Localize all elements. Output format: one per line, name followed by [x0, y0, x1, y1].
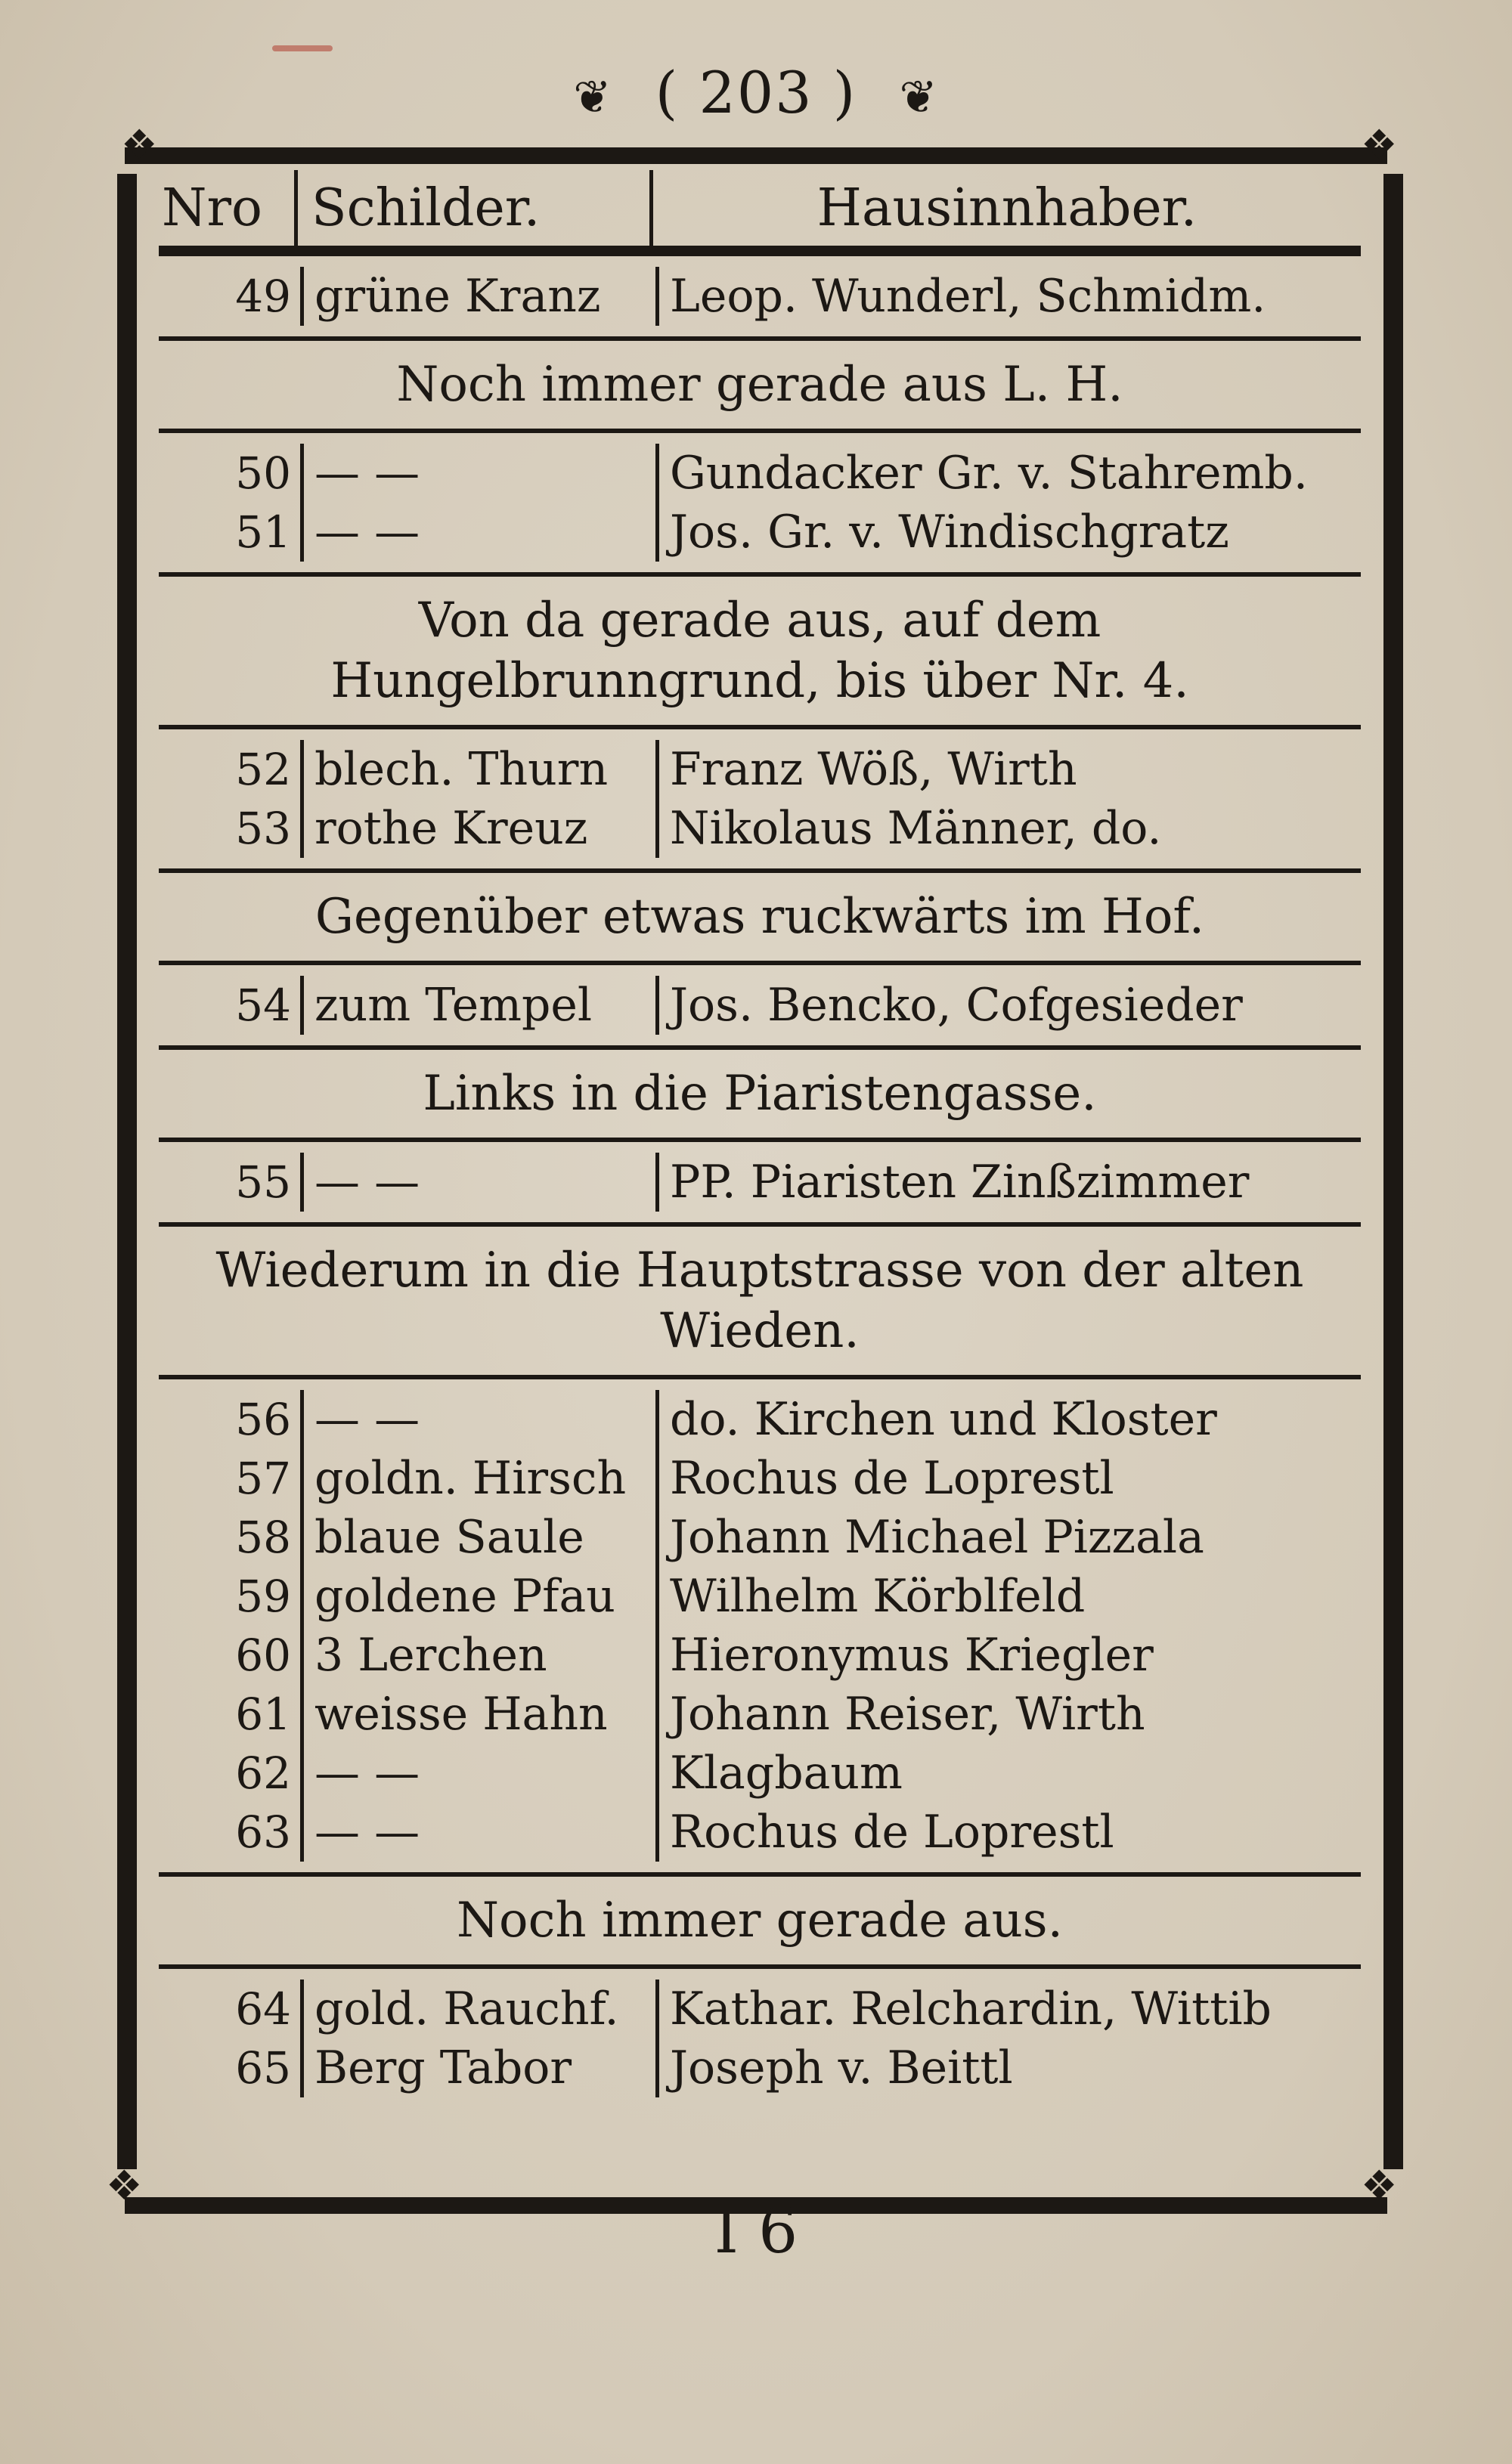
row-group: [159, 1969, 1361, 2108]
table-row: [159, 444, 1361, 503]
owner-name: Joseph v. Beittl: [655, 2038, 1361, 2097]
sign-name: blech. Thurn: [300, 740, 655, 799]
owner-name: Gundacker Gr. v. Stahremb.: [655, 444, 1361, 503]
table-row: [159, 740, 1361, 799]
register-table: [159, 170, 1361, 2108]
signature-mark: I 6: [714, 2196, 798, 2267]
owner-name: Kathar. Relchardin, Wittib: [655, 1980, 1361, 2038]
right-ornament-icon: ❦: [899, 71, 939, 124]
left-ornament-icon: ❦: [573, 71, 613, 124]
table-row: [159, 976, 1361, 1035]
table-row: [159, 1803, 1361, 1862]
sign-name: Berg Tabor: [300, 2038, 655, 2097]
header-rule: [159, 246, 1361, 256]
table-row: [159, 1508, 1361, 1567]
house-number: 62: [235, 1747, 291, 1799]
owner-name: Jos. Gr. v. Windischgratz: [655, 503, 1361, 562]
right-frame-bar: [1383, 174, 1403, 2169]
house-number: 49: [235, 271, 291, 322]
table-row: [159, 1744, 1361, 1803]
direction-note: Von da gerade aus, auf dem Hungelbrunngrund, bis über Nr. 4.: [330, 593, 1189, 709]
direction-note: Links in die Piaristengasse.: [423, 1066, 1097, 1122]
row-group: [159, 1379, 1361, 1872]
owner-name: Klagbaum: [655, 1744, 1361, 1803]
house-number: 60: [235, 1630, 291, 1681]
row-group: [159, 1142, 1361, 1222]
sign-name: 3 Lerchen: [300, 1626, 655, 1685]
owner-name: Wilhelm Körblfeld: [655, 1567, 1361, 1626]
sign-name: grüne Kranz: [300, 267, 655, 326]
row-group: [159, 729, 1361, 868]
table-body: [159, 256, 1361, 2108]
owner-name: Hieronymus Kriegler: [655, 1626, 1361, 1685]
house-number: 55: [235, 1156, 291, 1208]
sign-name: — —: [300, 1390, 655, 1449]
table-row: [159, 1626, 1361, 1685]
direction-note: Noch immer gerade aus L. H.: [396, 357, 1123, 413]
direction-note: Gegenüber etwas ruckwärts im Hof.: [314, 889, 1205, 945]
row-group: [159, 256, 1361, 336]
sign-name: — —: [300, 444, 655, 503]
owner-name: Nikolaus Männer, do.: [655, 799, 1361, 858]
house-number: 50: [235, 447, 291, 499]
sign-name: rothe Kreuz: [300, 799, 655, 858]
house-number: 58: [235, 1512, 291, 1563]
owner-name: Leop. Wunderl, Schmidm.: [655, 267, 1361, 326]
table-row: [159, 267, 1361, 326]
owner-name: Jos. Bencko, Cofgesieder: [655, 976, 1361, 1035]
table-row: [159, 1449, 1361, 1508]
owner-name: Franz Wöß, Wirth: [655, 740, 1361, 799]
corner-ornament-icon: ❖: [121, 121, 158, 169]
owner-name: Johann Reiser, Wirth: [655, 1685, 1361, 1744]
sign-name: weisse Hahn: [300, 1685, 655, 1744]
owner-name: Rochus de Loprestl: [655, 1803, 1361, 1862]
owner-name: PP. Piaristen Zinßzimmer: [655, 1153, 1361, 1212]
house-number: 65: [235, 2042, 291, 2094]
col-nro-header: Nro: [162, 178, 262, 238]
direction-note: Wiederum in die Hauptstrasse von der alten Wieden.: [215, 1243, 1304, 1359]
table-row: [159, 1153, 1361, 1212]
row-group: [159, 433, 1361, 572]
house-number: 51: [235, 506, 291, 558]
owner-name: do. Kirchen und Kloster: [655, 1390, 1361, 1449]
sign-name: gold. Rauchf.: [300, 1980, 655, 2038]
owner-name: Rochus de Loprestl: [655, 1449, 1361, 1508]
house-number: 53: [235, 803, 291, 854]
house-number: 61: [235, 1689, 291, 1740]
table-header: [159, 170, 1361, 246]
sign-name: — —: [300, 503, 655, 562]
table-row: [159, 799, 1361, 858]
left-frame-bar: [117, 174, 137, 2169]
col-hausinnhaber-header: Hausinnhaber.: [649, 170, 1361, 246]
ink-stain: [272, 45, 333, 51]
sign-name: — —: [300, 1153, 655, 1212]
sign-name: blaue Saule: [300, 1508, 655, 1567]
corner-ornament-icon: ❖: [106, 2162, 143, 2209]
house-number: 57: [235, 1453, 291, 1504]
house-number: 52: [235, 744, 291, 795]
row-group: [159, 965, 1361, 1045]
table-row: [159, 1685, 1361, 1744]
house-number: 63: [235, 1806, 291, 1858]
corner-ornament-icon: ❖: [1361, 2162, 1398, 2209]
house-number: 54: [235, 980, 291, 1031]
table-row: [159, 1980, 1361, 2038]
table-row: [159, 503, 1361, 562]
table-row: [159, 1567, 1361, 1626]
table-row: [159, 2038, 1361, 2097]
sign-name: goldn. Hirsch: [300, 1449, 655, 1508]
col-schilder-header: Schilder.: [294, 170, 649, 246]
sign-name: goldene Pfau: [300, 1567, 655, 1626]
direction-note: Noch immer gerade aus.: [457, 1893, 1063, 1949]
sign-name: zum Tempel: [300, 976, 655, 1035]
owner-name: Johann Michael Pizzala: [655, 1508, 1361, 1567]
sign-name: — —: [300, 1803, 655, 1862]
page-number: ( 203 ): [655, 59, 857, 126]
house-number: 59: [235, 1571, 291, 1622]
page-header: [0, 59, 1512, 142]
house-number: 64: [235, 1983, 291, 2035]
table-row: [159, 1390, 1361, 1449]
sign-name: — —: [300, 1744, 655, 1803]
corner-ornament-icon: ❖: [1361, 121, 1398, 169]
house-number: 56: [235, 1394, 291, 1445]
